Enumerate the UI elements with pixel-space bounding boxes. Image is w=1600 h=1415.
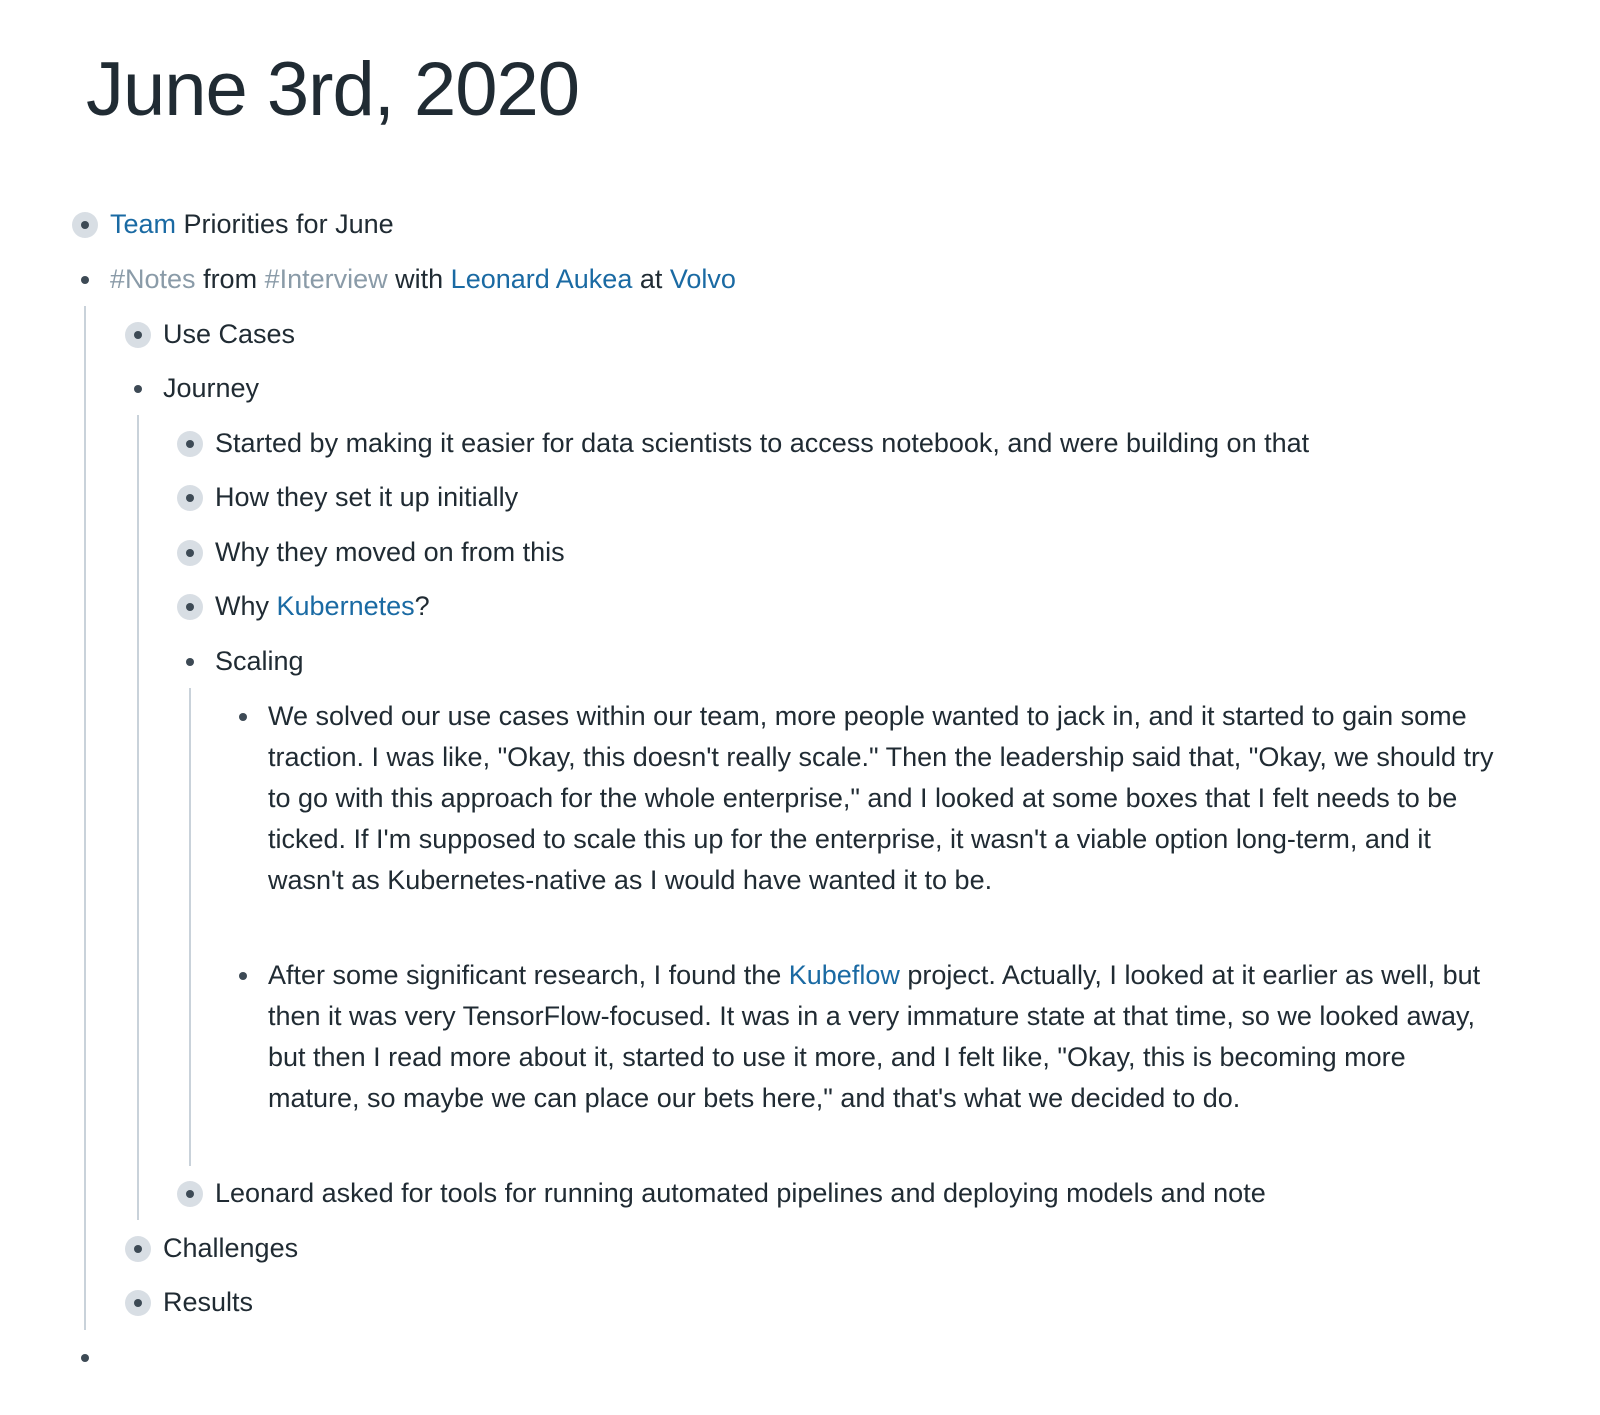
page-link-volvo[interactable]: Volvo bbox=[669, 264, 736, 294]
block-team-priorities[interactable] bbox=[110, 203, 394, 245]
block-started[interactable]: Started by making it easier for data scientists to access notebook, and were building on that bbox=[215, 428, 1310, 458]
empty-block-bullet-icon[interactable] bbox=[72, 1345, 98, 1371]
tag-interview[interactable]: #Interview bbox=[264, 264, 388, 294]
bullet-icon[interactable] bbox=[177, 649, 203, 675]
collapsed-bullet-icon[interactable] bbox=[72, 212, 98, 238]
block-text: After some significant research, I found the bbox=[268, 960, 789, 990]
block-setup[interactable]: How they set it up initially bbox=[215, 482, 519, 512]
collapsed-bullet-icon[interactable] bbox=[125, 1290, 151, 1316]
bullet-icon[interactable] bbox=[230, 963, 256, 989]
block-text: at bbox=[632, 264, 670, 294]
block-leonard-asked[interactable]: Leonard asked for tools for running automated pipelines and deploying models and note bbox=[215, 1178, 1266, 1208]
block-text: project. Actually, I looked at it earlier as well, but then it was very TensorFlow-focused. It was in a very immature state at that time, so we looked away, but then I read more about it, started to use it more, and I felt like, "Okay, this is becoming more mature, so maybe we can place our bets here," and that's what we decided to do. bbox=[268, 960, 1481, 1113]
block-text: from bbox=[195, 264, 265, 294]
page-link-team[interactable]: Team bbox=[110, 209, 177, 239]
block-text: Priorities for June bbox=[176, 209, 394, 239]
page-link-leonard-aukea[interactable]: Leonard Aukea bbox=[450, 264, 633, 294]
tag-notes[interactable]: #Notes bbox=[110, 264, 196, 294]
block-quote-kubeflow[interactable] bbox=[268, 955, 1498, 1119]
block-journey[interactable]: Journey bbox=[163, 373, 260, 403]
collapsed-bullet-icon[interactable] bbox=[177, 431, 203, 457]
block-quote-scaling[interactable]: We solved our use cases within our team, more people wanted to jack in, and it started to gain some traction. I was like, "Okay, this doesn't really scale." Then the leadership said that, "Okay, we should try to go with this approach for the whole enterprise," and I looked at some boxes that I felt needs to be ticked. If I'm supposed to scale this up for the enterprise, it wasn't a viable option long-term, and it wasn't as Kubernetes-native as I would have wanted it to be. bbox=[268, 701, 1494, 895]
indent-guide-scaling[interactable] bbox=[189, 688, 191, 1166]
block-challenges[interactable]: Challenges bbox=[163, 1233, 299, 1263]
bullet-icon[interactable] bbox=[230, 704, 256, 730]
collapsed-bullet-icon[interactable] bbox=[177, 540, 203, 566]
collapsed-bullet-icon[interactable] bbox=[125, 1236, 151, 1262]
block-use-cases[interactable]: Use Cases bbox=[163, 319, 296, 349]
block-results[interactable]: Results bbox=[163, 1287, 254, 1317]
block-scaling[interactable]: Scaling bbox=[215, 646, 304, 676]
block-text: Why bbox=[215, 591, 277, 621]
indent-guide-journey[interactable] bbox=[137, 415, 139, 1220]
collapsed-bullet-icon[interactable] bbox=[177, 485, 203, 511]
page-link-kubernetes[interactable]: Kubernetes bbox=[276, 591, 415, 621]
bullet-icon[interactable] bbox=[125, 376, 151, 402]
bullet-icon[interactable] bbox=[72, 267, 98, 293]
block-moved-on[interactable]: Why they moved on from this bbox=[215, 537, 565, 567]
block-text: ? bbox=[414, 591, 430, 621]
block-text: with bbox=[387, 264, 451, 294]
indent-guide-notes[interactable] bbox=[84, 306, 86, 1330]
collapsed-bullet-icon[interactable] bbox=[125, 322, 151, 348]
block-interview-notes[interactable] bbox=[110, 258, 736, 300]
page-link-kubeflow[interactable]: Kubeflow bbox=[788, 960, 900, 990]
page-title[interactable]: June 3rd, 2020 bbox=[86, 47, 580, 132]
collapsed-bullet-icon[interactable] bbox=[177, 594, 203, 620]
collapsed-bullet-icon[interactable] bbox=[177, 1181, 203, 1207]
block-why-kubernetes[interactable] bbox=[215, 585, 430, 627]
